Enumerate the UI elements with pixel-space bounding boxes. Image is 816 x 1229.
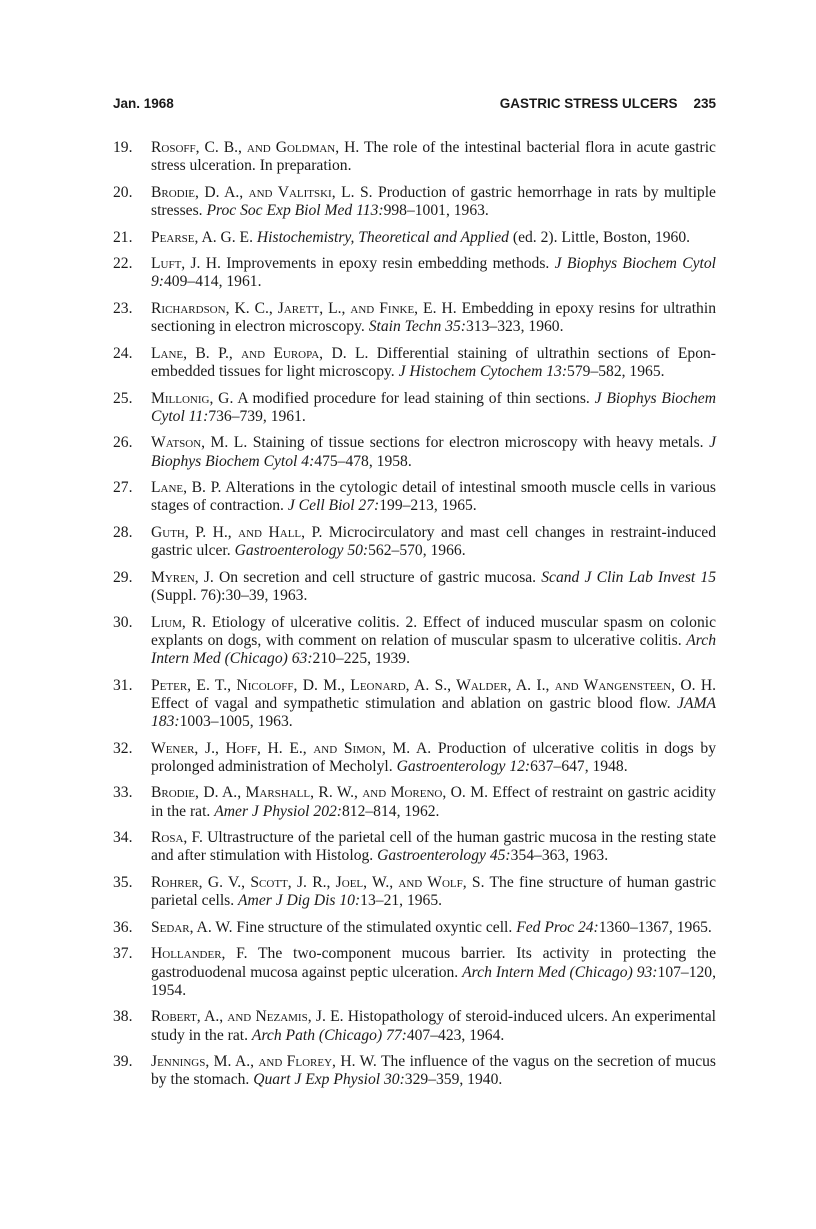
reference-text: [151, 945, 716, 1000]
reference-text: [151, 569, 716, 605]
reference-source: Gastroenterology 45:: [377, 847, 511, 865]
running-title: GASTRIC STRESS ULCERS: [499, 96, 678, 111]
reference-item: [0, 829, 816, 865]
reference-text: [151, 1008, 716, 1044]
reference-authors: Rohrer, G. V., Scott, J. R., Joel, W., and Wolf, S.: [151, 873, 485, 891]
reference-text: [151, 740, 716, 776]
reference-title: Staining of tissue sections for electron microscopy with heavy metals.: [252, 434, 704, 452]
reference-item: [0, 614, 816, 669]
reference-item: [0, 945, 816, 1000]
reference-item: [0, 677, 816, 732]
reference-details: 407–423, 1964.: [406, 1026, 505, 1044]
reference-details: 210–225, 1939.: [312, 649, 410, 667]
reference-details: 475–478, 1958.: [314, 452, 412, 470]
reference-number: 39.: [113, 1053, 133, 1071]
reference-source: Amer J Physiol 202:: [214, 802, 342, 820]
reference-authors: Rosoff, C. B., and Goldman, H.: [151, 139, 360, 156]
reference-item: [0, 390, 816, 426]
reference-item: [0, 434, 816, 470]
reference-authors: Sedar, A. W.: [151, 918, 233, 936]
reference-details: 562–570, 1966.: [368, 542, 466, 560]
reference-source: J Cell Biol 27:: [287, 497, 380, 515]
reference-text: [151, 300, 716, 336]
reference-title: Effect of restraint on gastric acidity in the rat.: [151, 784, 716, 820]
reference-item: [0, 184, 816, 220]
reference-details: 313–323, 1960.: [466, 318, 564, 336]
reference-item: [0, 740, 816, 776]
reference-title: A modified procedure for lead staining of thin sections.: [237, 389, 590, 407]
reference-title: The role of the intestinal bacterial flora in acute gastric stress ulceration. In preparation.: [151, 139, 716, 175]
reference-title: Fine structure of the stimulated oxyntic cell.: [236, 918, 513, 936]
reference-source: JAMA 183:: [151, 694, 716, 730]
reference-number: 36.: [113, 918, 133, 936]
reference-item: [0, 784, 816, 820]
reference-authors: Lium, R.: [151, 613, 206, 631]
reference-authors: Peter, E. T., Nicoloff, D. M., Leonard, A. S., Walder, A. I., and Wangensteen, O. H.: [151, 676, 716, 694]
reference-authors: Watson, M. L.: [151, 434, 248, 452]
reference-text: [151, 784, 716, 820]
reference-number: 23.: [113, 299, 133, 317]
reference-source: Arch Intern Med (Chicago) 93:: [462, 963, 658, 981]
reference-item: [0, 524, 816, 560]
reference-text: [151, 345, 716, 381]
reference-details: 329–359, 1940.: [404, 1071, 503, 1089]
reference-text: [151, 524, 716, 560]
reference-number: 22.: [113, 255, 133, 273]
reference-item: [0, 569, 816, 605]
reference-source: Arch Path (Chicago) 77:: [251, 1026, 407, 1044]
reference-source: J Histochem Cytochem 13:: [398, 362, 568, 380]
reference-details: 354–363, 1963.: [510, 847, 609, 865]
reference-details: 637–647, 1948.: [530, 757, 628, 775]
page-number: 235: [693, 96, 716, 111]
reference-item: [0, 139, 816, 175]
reference-number: 27.: [113, 479, 133, 497]
reference-text: [151, 677, 716, 732]
reference-title: The fine structure of human gastric parietal cells.: [151, 873, 716, 910]
reference-text: [151, 139, 716, 175]
reference-text: [151, 390, 716, 426]
reference-source: J Biophys Biochem Cytol 9:: [151, 255, 716, 291]
reference-details: 579–582, 1965.: [567, 362, 665, 380]
reference-number: 29.: [113, 568, 133, 586]
reference-number: 34.: [113, 829, 133, 847]
reference-details: 199–213, 1965.: [379, 497, 477, 515]
reference-source: Amer J Dig Dis 10:: [238, 892, 361, 910]
reference-authors: Guth, P. H., and Hall, P.: [151, 523, 323, 541]
reference-number: 33.: [113, 784, 133, 802]
reference-authors: Brodie, D. A., Marshall, R. W., and Moreno, O. M.: [151, 784, 488, 802]
reference-title: On secretion and cell structure of gastric mucosa.: [219, 568, 537, 586]
reference-source: Fed Proc 24:: [516, 918, 599, 936]
reference-number: 37.: [113, 945, 133, 963]
reference-authors: Pearse, A. G. E.: [151, 228, 253, 246]
reference-number: 19.: [113, 139, 133, 156]
reference-details: 107–120, 1954.: [151, 963, 716, 999]
reference-item: [0, 479, 816, 515]
reference-authors: Hollander, F.: [151, 945, 248, 963]
reference-number: 31.: [113, 676, 133, 694]
reference-authors: Lane, B. P., and Europa, D. L.: [151, 344, 369, 362]
reference-number: 25.: [113, 389, 133, 407]
reference-details: (Suppl. 76):30–39, 1963.: [151, 586, 308, 604]
reference-details: 1360–1367, 1965.: [598, 918, 712, 936]
reference-item: [0, 1053, 816, 1089]
reference-source: Gastroenterology 12:: [396, 757, 531, 775]
reference-authors: Robert, A., and Nezamis, J. E.: [151, 1008, 344, 1026]
reference-item: [0, 255, 816, 291]
reference-number: 35.: [113, 873, 133, 891]
reference-authors: Brodie, D. A., and Valitski, L. S.: [151, 183, 373, 201]
reference-title: Etiology of ulcerative colitis. 2. Effect of induced muscular spasm on colonic explants on dogs, with comment on relation of muscular spasm to ulcerative colitis.: [151, 613, 717, 649]
reference-item: [0, 1008, 816, 1044]
reference-text: [151, 229, 716, 247]
reference-item: [0, 300, 816, 336]
reference-source: J Biophys Biochem Cytol 4:: [151, 434, 716, 470]
reference-title: Embedding in epoxy resins for ultrathin sectioning in electron microscopy.: [151, 299, 716, 336]
reference-text: [151, 829, 716, 865]
reference-authors: Wener, J., Hoff, H. E., and Simon, M. A.: [151, 739, 432, 757]
reference-item: [0, 919, 816, 937]
reference-number: 21.: [113, 228, 133, 246]
reference-authors: Jennings, M. A., and Florey, H. W.: [151, 1053, 377, 1071]
reference-text: [151, 184, 716, 220]
reference-authors: Richardson, K. C., Jarett, L., and Finke, E. H.: [151, 299, 457, 317]
reference-authors: Myren, J.: [151, 568, 214, 586]
reference-number: 38.: [113, 1008, 133, 1026]
reference-number: 30.: [113, 613, 133, 631]
header-right: [500, 96, 716, 111]
reference-number: 26.: [113, 434, 133, 452]
running-header: [113, 96, 716, 116]
reference-text: [151, 874, 716, 910]
reference-title: Production of gastric hemorrhage in rats by multiple stresses.: [151, 183, 716, 219]
reference-text: [151, 255, 716, 291]
reference-title: Differential staining of ultrathin sections of Epon-embedded tissues for light microscopy.: [151, 344, 716, 380]
reference-authors: Millonig, G.: [151, 389, 234, 407]
reference-details: 409–414, 1961.: [164, 273, 262, 291]
reference-authors: Rosa, F.: [151, 829, 203, 847]
reference-source: Scand J Clin Lab Invest 15: [541, 568, 717, 586]
reference-text: [151, 614, 716, 669]
reference-authors: Luft, J. H.: [151, 255, 221, 273]
reference-details: 13–21, 1965.: [360, 892, 443, 910]
reference-source: Stain Techn 35:: [368, 318, 467, 336]
reference-source: Gastroenterology 50:: [234, 542, 369, 560]
reference-number: 20.: [113, 183, 133, 201]
reference-source: Proc Soc Exp Biol Med 113:: [206, 202, 384, 219]
reference-details: 812–814, 1962.: [341, 802, 440, 820]
reference-title: Microcirculatory and mast cell changes in restraint-induced gastric ulcer.: [151, 523, 717, 560]
reference-number: 28.: [113, 523, 133, 541]
reference-title: The influence of the vagus on the secretion of mucus by the stomach.: [151, 1053, 716, 1089]
reference-authors: Lane, B. P.: [151, 479, 222, 497]
reference-details: 1003–1005, 1963.: [179, 712, 293, 730]
reference-item: [0, 345, 816, 381]
reference-title: Production of ulcerative colitis in dogs by prolonged administration of Mecholyl.: [151, 739, 716, 775]
reference-title: Ultrastructure of the parietal cell of the human gastric mucosa in the resting state and after stimulation with Histolog.: [151, 829, 717, 865]
reference-source: Arch Intern Med (Chicago) 63:: [151, 631, 716, 667]
reference-title: The two-component mucous barrier. Its activity in protecting the gastroduodenal mucosa against peptic ulceration.: [151, 945, 716, 981]
reference-item: [0, 229, 816, 247]
reference-number: 24.: [113, 344, 133, 362]
reference-title: Alterations in the cytologic detail of intestinal smooth muscle cells in various stages of contraction.: [151, 479, 717, 515]
reference-list: [0, 139, 816, 1098]
reference-text: [151, 1053, 716, 1089]
reference-text: [151, 434, 716, 470]
reference-title: Histopathology of steroid-induced ulcers. An experimental study in the rat.: [151, 1008, 716, 1044]
reference-source: Histochemistry, Theoretical and Applied: [256, 228, 509, 246]
reference-text: [151, 479, 716, 515]
reference-details: (ed. 2). Little, Boston, 1960.: [512, 228, 691, 246]
reference-title: Improvements in epoxy resin embedding methods.: [226, 255, 550, 273]
reference-item: [0, 874, 816, 910]
reference-source: Quart J Exp Physiol 30:: [253, 1071, 405, 1089]
reference-title: Effect of vagal and sympathetic stimulation and ablation on gastric blood flow.: [151, 694, 671, 712]
reference-details: 736–739, 1961.: [208, 407, 306, 425]
reference-details: 998–1001, 1963.: [383, 202, 489, 219]
reference-source: J Biophys Biochem Cytol 11:: [151, 389, 716, 425]
reference-text: [151, 919, 716, 937]
issue-date: Jan. 1968: [113, 96, 174, 111]
reference-number: 32.: [113, 739, 133, 757]
